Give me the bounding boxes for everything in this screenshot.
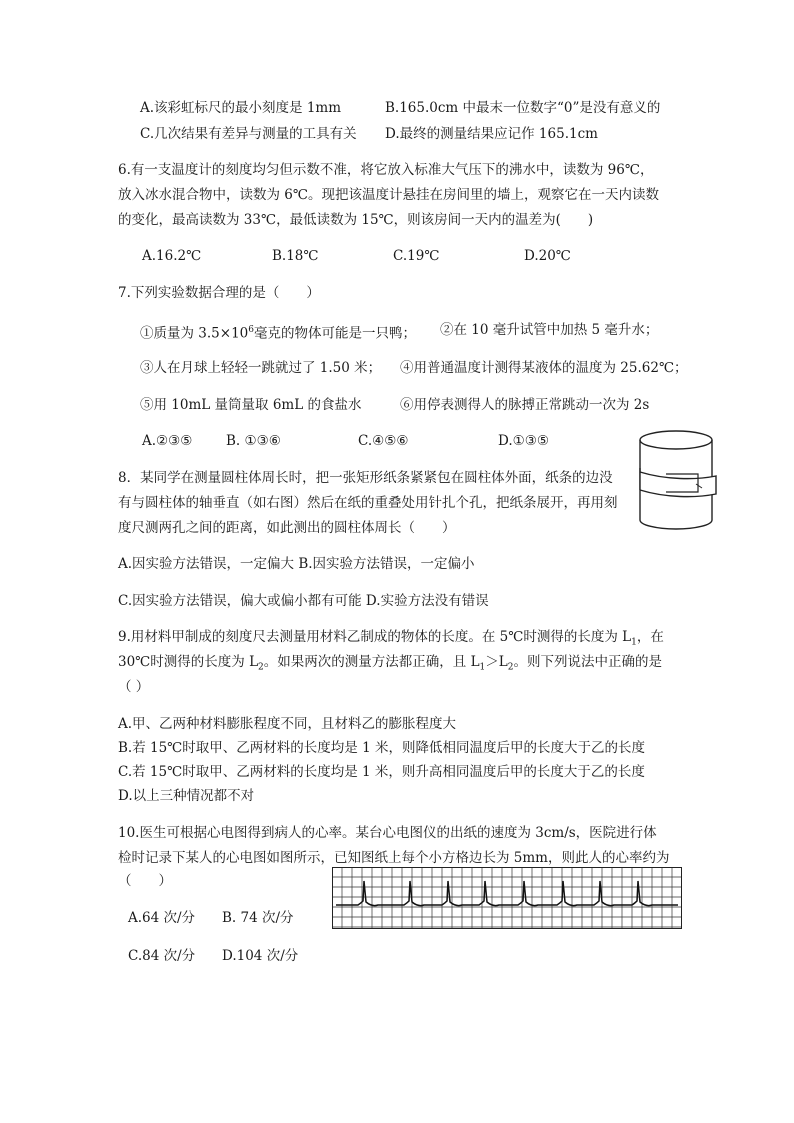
q6-option-d: D.20℃ bbox=[524, 248, 571, 264]
q9-line2-c: ＞L bbox=[485, 654, 508, 670]
q10-stem-line1: 10.医生可根据心电图得到病人的心率。某台心电图仪的出纸的速度为 3cm/s，医院进行体 bbox=[118, 825, 657, 841]
q7-stem: 7.下列实验数据合理的是（ ） bbox=[118, 285, 320, 301]
q9-line1-end: ，在 bbox=[636, 629, 664, 645]
q9-line2-d: 。则下列说法中正确的是 bbox=[513, 654, 662, 670]
q7-option-b: B. ①③⑥ bbox=[226, 433, 281, 449]
q9-option-d: D.以上三种情况都不对 bbox=[118, 788, 255, 804]
q5-option-c: C.几次结果有差异与测量的工具有关 bbox=[140, 126, 357, 142]
q10-stem-line3: （ ） bbox=[118, 873, 172, 889]
ecg-grid bbox=[332, 867, 682, 929]
q7-option-d: D.①③⑤ bbox=[498, 433, 549, 449]
q7-item-4: ④用普通温度计测得某液体的温度为 25.62℃； bbox=[400, 360, 688, 376]
q10-option-c: C.84 次/分 bbox=[128, 948, 196, 964]
q9-option-b: B.若 15℃时取甲、乙两材料的长度均是 1 米，则降低相同温度后甲的长度大于乙的长度 bbox=[118, 740, 645, 756]
q8-options-ab: A.因实验方法错误，一定偏大 B.因实验方法错误，一定偏小 bbox=[118, 556, 475, 572]
q9-line2-sub3: 2 bbox=[507, 662, 514, 673]
q8-options-cd: C.因实验方法错误，偏大或偏小都有可能 D.实验方法没有错误 bbox=[118, 593, 489, 609]
q7-item-1 bbox=[140, 322, 416, 342]
q9-line2-b: 。如果两次的测量方法都正确，且 L bbox=[263, 654, 480, 670]
q7-option-c: C.④⑤⑥ bbox=[358, 433, 409, 449]
q6-stem-line3: 的变化，最高读数为 33℃，最低读数为 15℃，则该房间一天内的温差为( ) bbox=[118, 212, 594, 228]
q9-option-a: A.甲、乙两种材料膨胀程度不同，且材料乙的膨胀程度大 bbox=[118, 716, 457, 732]
q7-item-1-post: 毫克的物体可能是一只鸭； bbox=[254, 325, 416, 342]
ecg-chart-figure bbox=[332, 867, 682, 929]
q5-option-a: A.该彩虹标尺的最小刻度是 1mm bbox=[140, 100, 342, 116]
q9-line2-sub2: 1 bbox=[479, 662, 486, 673]
q6-option-c: C.19℃ bbox=[393, 248, 440, 264]
q6-stem-line2: 放入冰水混合物中，读数为 6℃。现把该温度计悬挂在房间里的墙上，观察它在一天内读数 bbox=[118, 187, 659, 203]
q7-item-2: ②在 10 毫升试管中加热 5 毫升水； bbox=[440, 322, 659, 338]
q5-option-d: D.最终的测量结果应记作 165.1cm bbox=[385, 126, 598, 142]
q7-option-a: A.②③⑤ bbox=[142, 433, 193, 449]
q9-line2-sub1: 2 bbox=[258, 662, 264, 673]
q9-line1-text: 9.用材料甲制成的刻度尺去测量用材料乙制成的物体的长度。在 5℃时测得的长度为 L bbox=[118, 629, 632, 645]
q5-option-b: B.165.0cm 中最末一位数字“0”是没有意义的 bbox=[385, 100, 661, 116]
q6-option-b: B.18℃ bbox=[272, 248, 319, 264]
q6-stem-line1: 6.有一支温度计的刻度均匀但示数不准，将它放入标准大气压下的沸水中，读数为 96℃， bbox=[118, 162, 654, 178]
q8-stem-line3: 度尺测两孔之间的距离，如此测出的圆柱体周长（ ） bbox=[118, 520, 456, 536]
q7-item-6: ⑥用停表测得人的脉搏正常跳动一次为 2s bbox=[400, 397, 650, 413]
q7-item-3: ③人在月球上轻轻一跳就过了 1.50 米； bbox=[140, 360, 382, 376]
q6-option-a: A.16.2℃ bbox=[142, 248, 202, 264]
q7-item-1-pre: ①质量为 3.5×10 bbox=[140, 325, 249, 342]
q10-stem-line2: 检时记录下某人的心电图如图所示，已知图纸上每个小方格边长为 5mm，则此人的心率约为 bbox=[118, 850, 670, 866]
ecg-trace bbox=[336, 881, 678, 906]
q9-stem-line3: （ ） bbox=[118, 679, 150, 695]
q9-line1-sub: 1 bbox=[631, 637, 637, 648]
q7-item-5: ⑤用 10mL 量筒量取 6mL 的食盐水 bbox=[140, 397, 362, 413]
cylinder-paper-strip-figure bbox=[636, 428, 720, 532]
q8-stem-line2: 有与圆柱体的轴垂直（如右图）然后在纸的重叠处用针扎个孔，把纸条展开，再用刻 bbox=[118, 495, 618, 511]
q9-line2-a: 30℃时测得的长度为 L bbox=[118, 654, 259, 670]
q8-stem-line1: 8．某同学在测量圆柱体周长时，把一张矩形纸条紧紧包在圆柱体外面，纸条的边没 bbox=[118, 470, 613, 486]
q10-option-d: D.104 次/分 bbox=[222, 948, 299, 964]
q9-option-c: C.若 15℃时取甲、乙两材料的长度均是 1 米，则升高相同温度后甲的长度大于乙的长度 bbox=[118, 764, 645, 780]
q9-stem-line2 bbox=[118, 654, 662, 676]
q9-stem-line1 bbox=[118, 629, 664, 651]
q7-item-1-sup: 6 bbox=[248, 325, 254, 335]
q10-option-a: A.64 次/分 bbox=[128, 910, 196, 926]
q10-option-b: B. 74 次/分 bbox=[222, 910, 294, 926]
